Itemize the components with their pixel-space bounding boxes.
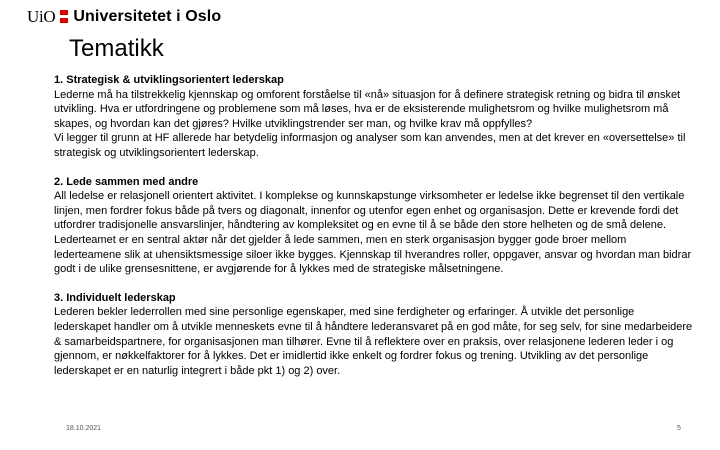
section-paragraph: Lederen bekler lederrollen med sine personlige egenskaper, med sine ferdigheter og erfaringer. Å utvikle det personlige lederskapet handler om å utvikle menneskets evne til å håndtere lederansvaret på en god måte, for seg selv, for sine medarbeidere & samarbeidspartnere, for organisasjonen man tilhører. Evne til å reflektere over en praksis, over relasjonene lederen leder i og gjennom, er nøkkelfaktorer for å lykkes. Det er imidlertid ikke enkelt og fordrer fokus og trening. Utvikling av det personlige lederskapet er en naturlig integrert i både pkt 1) og 2) over. <box>54 306 693 377</box>
footer-page-number: 5 <box>677 425 681 432</box>
section-paragraph: Vi legger til grunn at HF allerede har betydelig informasjon og analyser som kan anvendes, men at det krever en «oversettelse» til strategisk og utviklingsorientert lederskap. <box>54 132 686 159</box>
section-lead-together <box>54 175 694 277</box>
section-heading: 2. Lede sammen med andre <box>54 175 199 188</box>
logo-uio-text: UiO <box>27 7 56 26</box>
section-strategic-leadership <box>54 73 694 161</box>
logo-mark-icon <box>60 9 68 25</box>
section-individual-leadership <box>54 291 694 379</box>
section-paragraph: Lederne må ha tilstrekkelig kjennskap og omforent forståelse til «nå» situasjon for å definere strategisk retning og bidra til ønsket utvikling. Hva er utfordringene og problemene som må løses, hva er de eksisterende mulighetsrom og hvilke mulighetsrom må skapes, og hvordan kan det gjøres? Hvilke utviklingstrender ser man, og hvilke krav må oppfylles? <box>54 88 681 130</box>
section-heading: 1. Strategisk & utviklingsorientert lederskap <box>54 74 284 86</box>
section-heading: 3. Individuelt lederskap <box>54 291 176 304</box>
slide-title: Tematikk <box>69 35 164 62</box>
footer-date: 18.10.2021 <box>66 425 102 432</box>
uio-logo <box>27 7 221 27</box>
logo-university-name: Universitetet i Oslo <box>73 8 222 25</box>
slide-content <box>54 73 694 392</box>
section-paragraph: All ledelse er relasjonell orientert aktivitet. I komplekse og kunnskapstunge virksomheter er ledelse ikke begrenset til den vertikale linjen, men fordrer fokus både på tvers og diagonalt, innenfor og utenfor egen enhet og organisasjon. Dette er krevende fordi det utfordrer tradisjonelle ansvarslinjer, håndtering av kompleksitet og en evne til å se både den store helheten og de små delene. Lederteamet er en sentral aktør når det gjelder å lede sammen, men en sterk organisasjon bygger gode broer mellom lederteamene slik at uhensiktsmessige siloer ikke bygges. Kjennskap til hverandres roller, oppgaver, ansvar og hvordan man bidrar godt i de ulike grensesnittene, er avgjørende for å lykkes med de strategiske målsetningene. <box>54 190 692 276</box>
